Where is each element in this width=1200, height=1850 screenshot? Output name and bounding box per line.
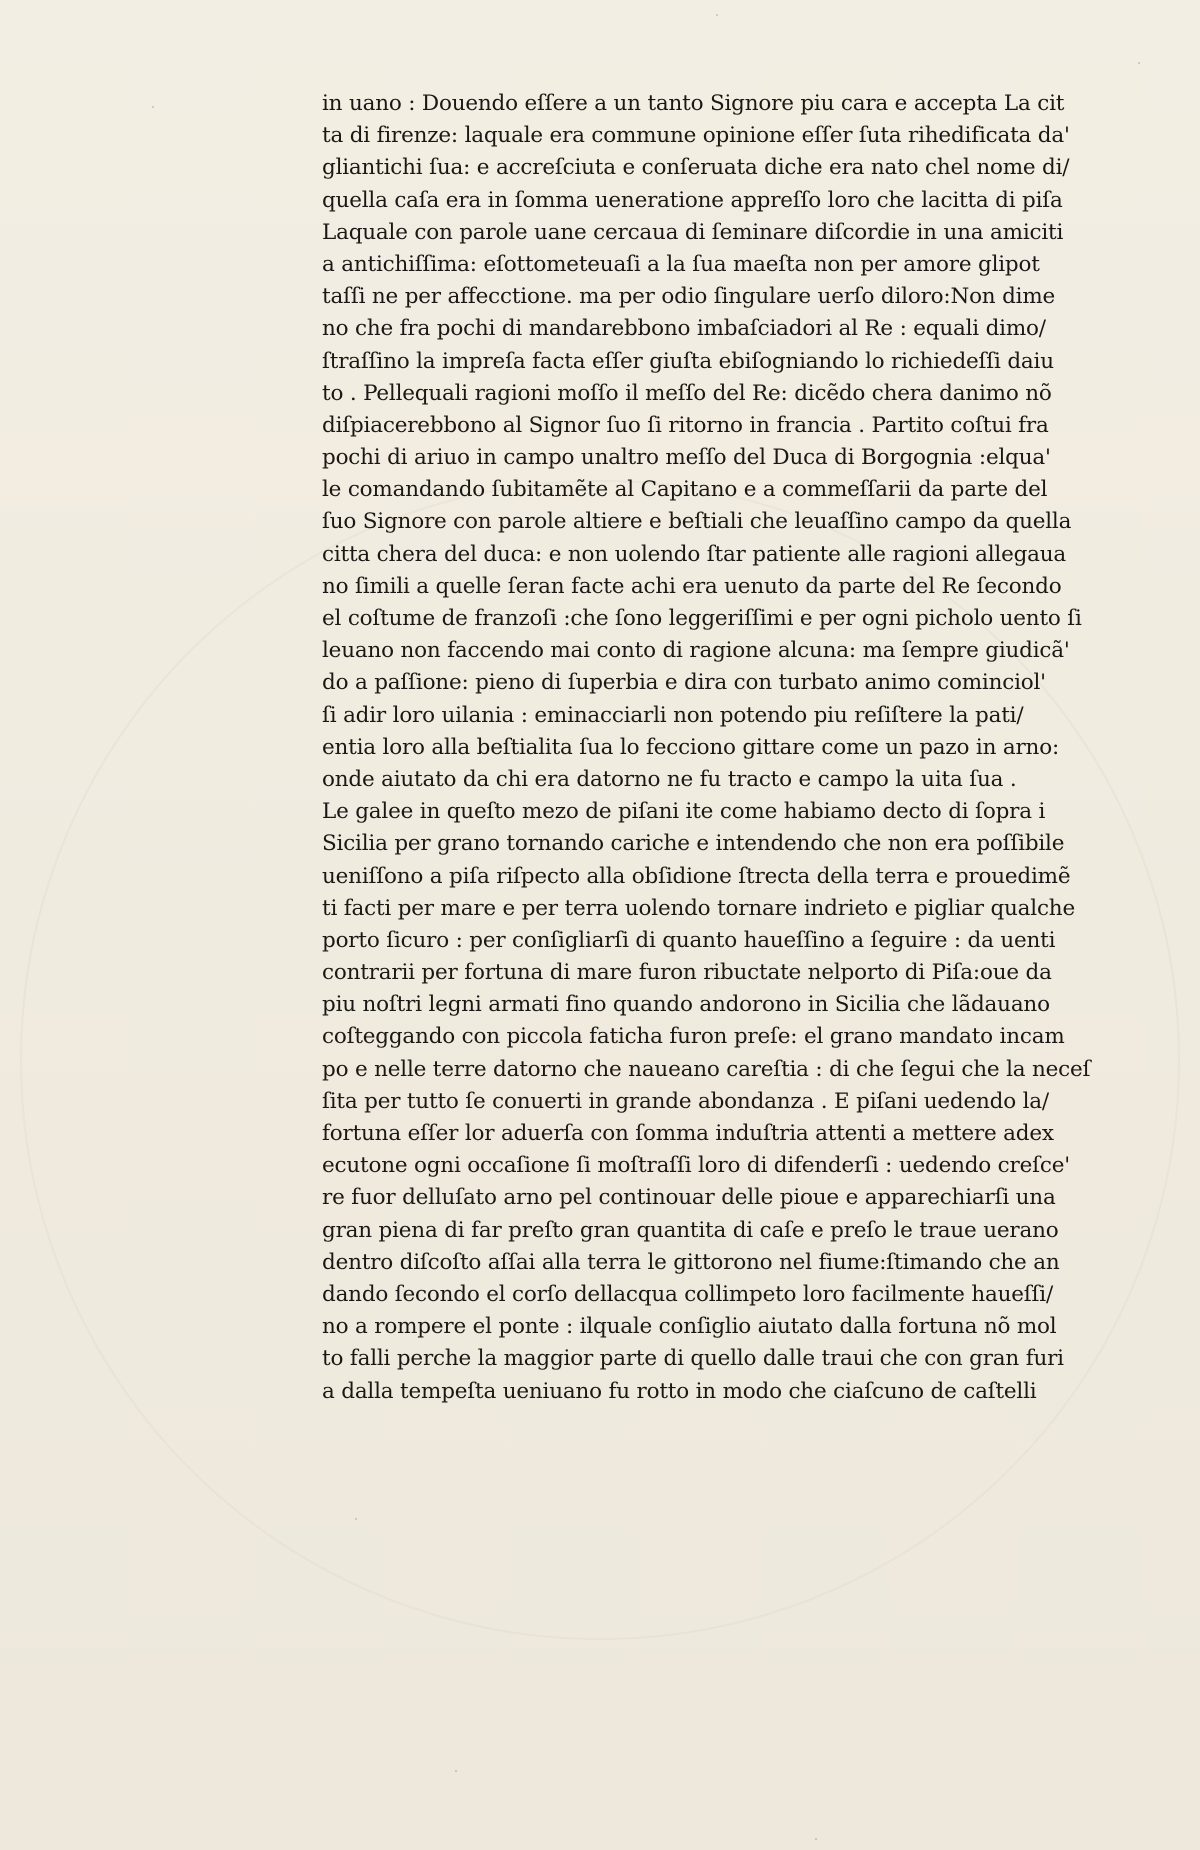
text-line: a dalla tempeſta ueniuano fu rotto in modo che ciaſcuno de caſtelli (322, 1378, 1037, 1404)
text-line: in uano : Douendo eſſere a un tanto Signore piu cara e accepta La cit (322, 91, 1065, 116)
text-line: entia loro alla beſtialita ſua lo fecciono gittare come un pazo in arno: (322, 734, 1059, 760)
text-line: Sicilia per grano tornando cariche e intendendo che non era poſſibile (322, 831, 1065, 857)
text-line: to . Pellequali ragioni moſſo il meſſo del Re: dicẽdo chera danimo nõ (322, 380, 1052, 406)
text-line: ti facti per mare e per terra uolendo tornare indrieto e pigliar qualche (322, 895, 1075, 921)
text-line: le comandando ſubitamẽte al Capitano e a commeſſarii da parte del (322, 477, 1048, 503)
text-line: ecutone ogni occaſione ſi moſtraſſi loro di difenderſi : uedendo creſce' (322, 1153, 1070, 1179)
text-line: no che fra pochi di mandarebbono imbaſciadori al Re : equali dimo/ (322, 316, 1046, 342)
paper-speck (716, 14, 718, 16)
text-line: diſpiacerebbono al Signor ſuo ſi ritorno in francia . Partito coſtui fra (322, 412, 1049, 438)
text-line: el coſtume de franzoſi :che ſono leggeriſſimi e per ogni picholo uento ſi (322, 606, 1082, 631)
text-line: no ſimili a quelle ſeran facte achi era uenuto da parte del Re ſecondo (322, 573, 1062, 599)
paper-speck (152, 106, 154, 108)
text-line: piu noſtri legni armati fino quando andorono in Sicilia che lãdauano (322, 992, 1050, 1018)
text-line: contrarii per fortuna di mare furon ribuctate nelporto di Piſa:oue da (322, 960, 1052, 986)
text-line: ſtraſſino la impreſa facta eſſer giuſta ebiſogniando lo richiedeſſi daiu (322, 348, 1054, 374)
text-line: do a paſſione: pieno di ſuperbia e dira con turbato animo cominciol' (322, 670, 1046, 696)
paper-speck (455, 1770, 457, 1772)
text-line: pochi di ariuo in campo unaltro meſſo del Duca di Borgognia :elqua' (322, 445, 1051, 471)
text-line: porto ſicuro : per conſigliarſi di quanto haueſſino a ſeguire : da uenti (322, 927, 1056, 953)
body-text (322, 88, 1112, 1408)
text-line: fortuna eſſer lor aduerſa con ſomma induſtria attenti a mettere adex (322, 1121, 1054, 1146)
text-line: po e nelle terre datorno che naueano careſtia : di che ſegui che la neceſ (322, 1056, 1091, 1082)
paper-speck (815, 1838, 817, 1840)
paper-speck (355, 1518, 357, 1520)
text-line: ſita per tutto ſe conuerti in grande abondanza . E piſani uedendo la/ (322, 1088, 1049, 1114)
text-line: quella caſa era in ſomma ueneratione appreſſo loro che lacitta di piſa (322, 187, 1063, 213)
text-line: a antichiſſima: eſottometeuaſi a la ſua maeſta non per amore glipot (322, 251, 1040, 277)
text-line: coſteggando con piccola faticha furon preſe: el grano mandato incam (322, 1024, 1065, 1050)
text-line: Le galee in queſto mezo de piſani ite come habiamo decto di ſopra i (322, 799, 1046, 825)
text-line: leuano non faccendo mai conto di ragione alcuna: ma ſempre giudicã' (322, 638, 1070, 664)
text-line: gliantichi ſua: e accreſciuta e conſeruata diche era nato chel nome di/ (322, 155, 1070, 181)
text-line: ſuo Signore con parole altiere e beſtiali che leuaſſino campo da quella (322, 509, 1072, 535)
text-line: citta chera del duca: e non uolendo ſtar patiente alle ragioni allegaua (322, 541, 1067, 567)
paper-speck (1138, 62, 1140, 64)
text-line: no a rompere el ponte : ilquale conſiglio aiutato dalla fortuna nõ mol (322, 1314, 1057, 1340)
text-line: Laquale con parole uane cercaua di ſeminare diſcordie in una amiciti (322, 219, 1064, 245)
text-line: ueniſſono a piſa riſpecto alla obſidione ſtrecta della terra e prouedimẽ (322, 863, 1071, 889)
text-line: re fuor delluſato arno pel continouar delle pioue e apparechiarſi una (322, 1185, 1056, 1211)
text-line: gran piena di far preſto gran quantita di caſe e preſo le traue uerano (322, 1217, 1059, 1243)
text-line: ta di firenze: laquale era commune opinione eſſer ſuta rihedificata da' (322, 123, 1070, 149)
text-line: taſſi ne per affecctione. ma per odio ſingulare uerſo diloro:Non dime (322, 284, 1056, 310)
text-line: to falli perche la maggior parte di quello dalle traui che con gran furi (322, 1346, 1064, 1372)
text-line: dentro diſcoſto aſſai alla terra le gittorono nel fiume:ſtimando che an (322, 1249, 1060, 1275)
text-line: onde aiutato da chi era datorno ne fu tracto e campo la uita ſua . (322, 766, 1017, 792)
text-line: dando ſecondo el corſo dellacqua collimpeto loro facilmente haueſſi/ (322, 1281, 1053, 1307)
text-line: ſi adir loro uilania : eminacciarli non potendo piu reſiſtere la pati/ (322, 702, 1024, 728)
